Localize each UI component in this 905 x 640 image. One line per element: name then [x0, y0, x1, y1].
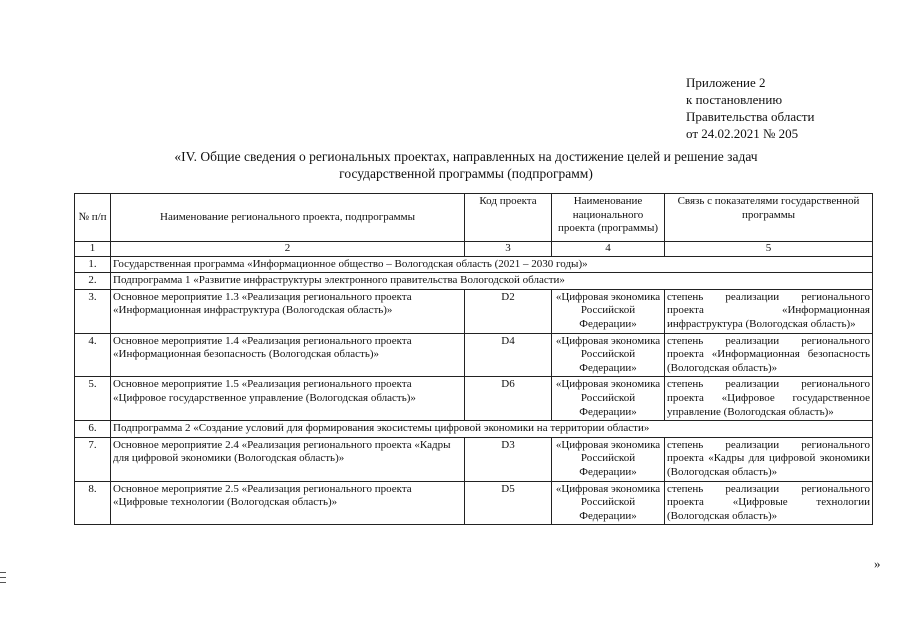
row-number: 2. — [75, 273, 111, 290]
row-project-name: Основное мероприятие 2.5 «Реализация регионального проекта «Цифровые технологии (Вологодская область)» — [111, 481, 465, 525]
appendix-line: Правительства области — [686, 109, 815, 124]
row-project-code: D2 — [465, 289, 552, 333]
row-section-title: Подпрограмма 1 «Развитие инфраструктуры электронного правительства Вологодской области» — [111, 273, 873, 290]
table-row — [75, 289, 873, 333]
appendix-line: к постановлению — [686, 92, 783, 107]
appendix-line: от 24.02.2021 № 205 — [686, 126, 799, 141]
section-title-line: «IV. Общие сведения о региональных проектах, направленных на достижение целей и решение задач — [174, 149, 758, 164]
row-number: 5. — [75, 377, 111, 421]
row-project-name: Основное мероприятие 1.5 «Реализация регионального проекта «Цифровое государственное управление (Вологодская область)» — [111, 377, 465, 421]
column-number: 2 — [111, 242, 465, 257]
closing-quote: » — [874, 556, 881, 571]
header-name: Наименование регионального проекта, подпрограммы — [111, 194, 465, 242]
column-number: 5 — [665, 242, 873, 257]
header-national: Наименование национального проекта (программы) — [552, 194, 665, 242]
table-row — [75, 421, 873, 438]
row-indicator-link: степень реализации регионального проекта «Информационная инфраструктура (Вологодская область)» — [665, 289, 873, 333]
column-number: 1 — [75, 242, 111, 257]
row-indicator-link: степень реализации регионального проекта «Цифровое государственное управление (Вологодская область)» — [665, 377, 873, 421]
row-number: 1. — [75, 256, 111, 273]
row-number: 6. — [75, 421, 111, 438]
appendix-line: Приложение 2 — [686, 75, 766, 90]
row-project-code: D5 — [465, 481, 552, 525]
row-indicator-link: степень реализации регионального проекта «Информационная безопасность (Вологодская область)» — [665, 333, 873, 377]
header-code: Код проекта — [465, 194, 552, 242]
table-row — [75, 437, 873, 481]
row-project-code: D6 — [465, 377, 552, 421]
regional-projects-table — [74, 193, 873, 525]
table-row — [75, 256, 873, 273]
row-project-code: D3 — [465, 437, 552, 481]
row-number: 4. — [75, 333, 111, 377]
row-project-name: Основное мероприятие 1.3 «Реализация регионального проекта «Информационная инфраструктура (Вологодская область)» — [111, 289, 465, 333]
row-national-project: «Цифровая экономика Российской Федерации» — [552, 377, 665, 421]
table-header-row — [75, 194, 873, 242]
table-row — [75, 333, 873, 377]
column-number: 3 — [465, 242, 552, 257]
row-project-name: Основное мероприятие 1.4 «Реализация регионального проекта «Информационная безопасность (Вологодская область)» — [111, 333, 465, 377]
column-number-row — [75, 242, 873, 257]
table-row — [75, 273, 873, 290]
section-title-line: государственной программы (подпрограмм) — [339, 166, 593, 181]
header-link: Связь с показателями государственной программы — [665, 194, 873, 242]
scan-edge-mark — [0, 570, 6, 586]
row-project-name: Основное мероприятие 2.4 «Реализация регионального проекта «Кадры для цифровой экономики (Вологодская область)» — [111, 437, 465, 481]
row-number: 7. — [75, 437, 111, 481]
row-national-project: «Цифровая экономика Российской Федерации» — [552, 333, 665, 377]
row-project-code: D4 — [465, 333, 552, 377]
row-national-project: «Цифровая экономика Российской Федерации» — [552, 289, 665, 333]
row-indicator-link: степень реализации регионального проекта «Кадры для цифровой экономики (Вологодская область)» — [665, 437, 873, 481]
table-row — [75, 481, 873, 525]
row-national-project: «Цифровая экономика Российской Федерации» — [552, 437, 665, 481]
column-number: 4 — [552, 242, 665, 257]
row-section-title: Государственная программа «Информационное общество – Вологодская область (2021 – 2030 годы)» — [111, 256, 873, 273]
row-section-title: Подпрограмма 2 «Создание условий для формирования экосистемы цифровой экономики на территории области» — [111, 421, 873, 438]
row-number: 8. — [75, 481, 111, 525]
section-title — [96, 148, 836, 182]
row-national-project: «Цифровая экономика Российской Федерации» — [552, 481, 665, 525]
table-row — [75, 377, 873, 421]
appendix-block — [686, 74, 815, 142]
row-indicator-link: степень реализации регионального проекта «Цифровые технологии (Вологодская область)» — [665, 481, 873, 525]
row-number: 3. — [75, 289, 111, 333]
header-num: № п/п — [75, 194, 111, 242]
